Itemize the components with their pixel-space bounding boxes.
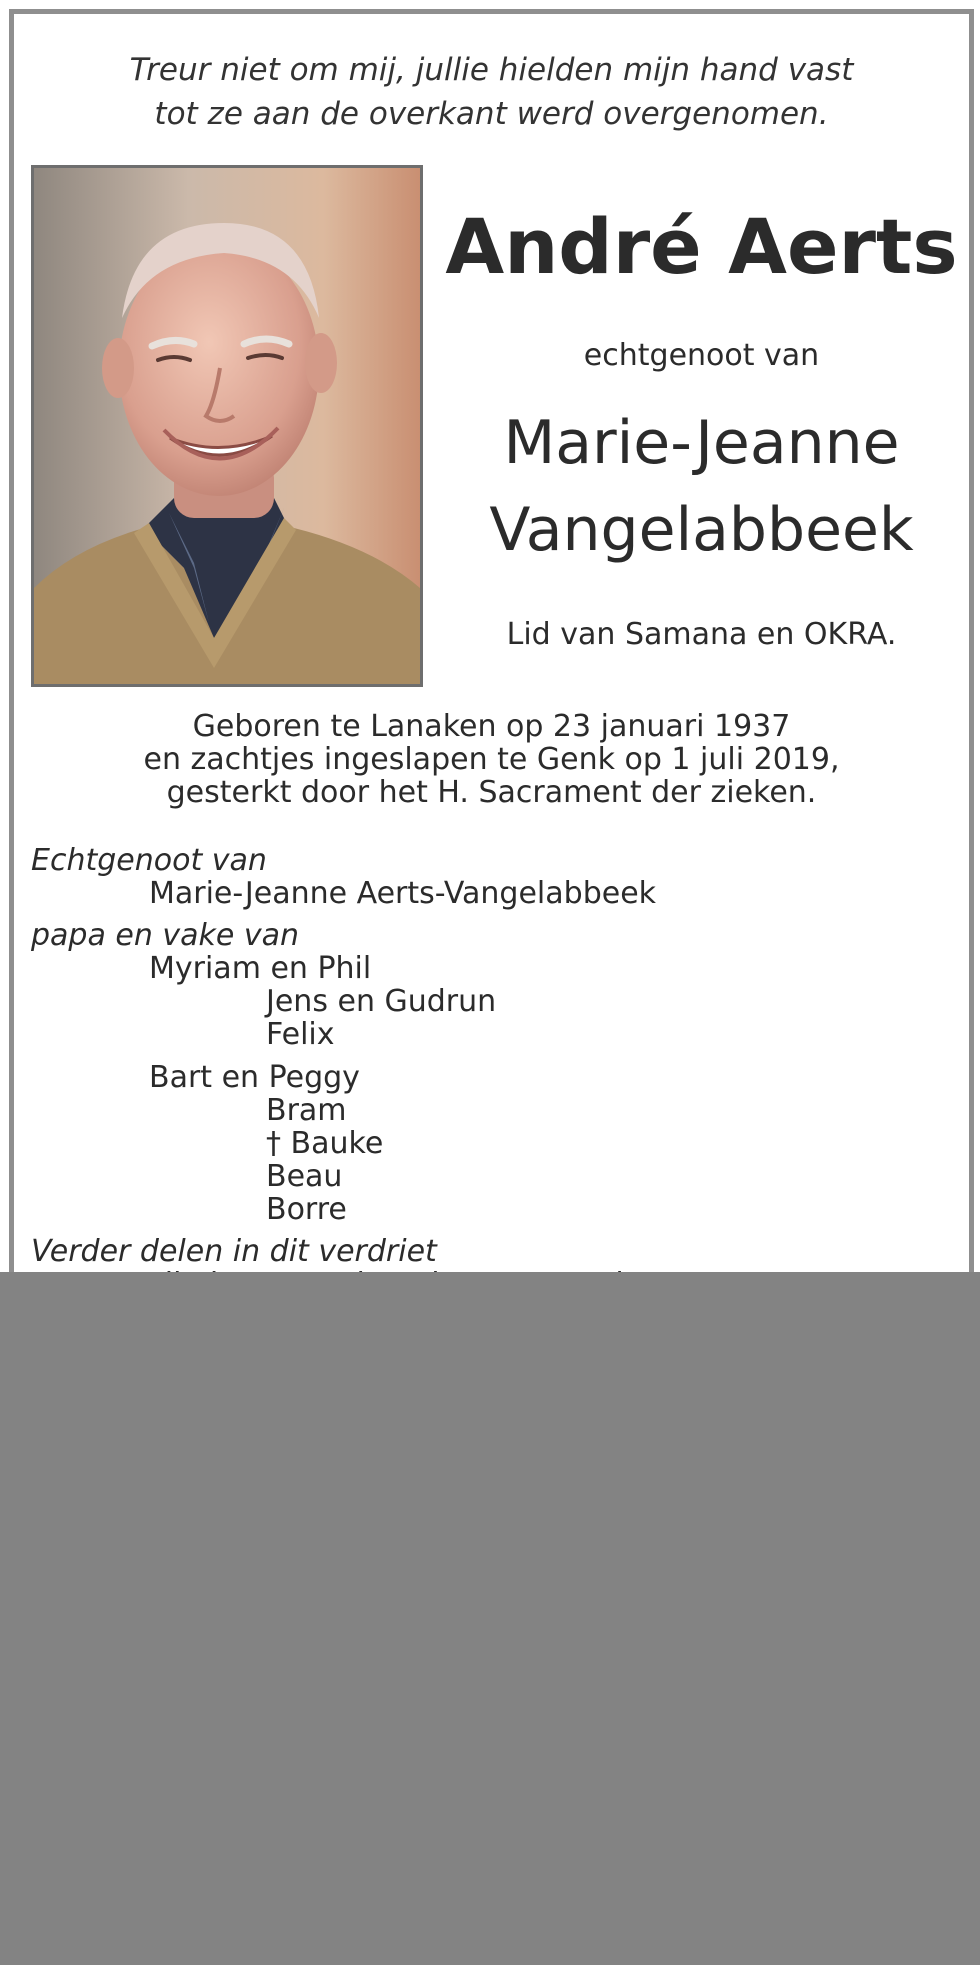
grandchild-entry: Borre: [266, 1192, 347, 1227]
birth-death-text: [14, 710, 969, 809]
memorial-quote: [14, 48, 969, 136]
grandchild-entry: Beau: [266, 1159, 343, 1194]
gray-overlay: [0, 1272, 980, 1965]
spouse-full-name: Marie-Jeanne Aerts-Vangelabbeek: [149, 876, 657, 911]
birth-line-1: Geboren te Lanaken op 23 januari 1937: [192, 709, 791, 744]
quote-line-1: Treur niet om mij, jullie hielden mijn hand vast: [129, 52, 854, 88]
spouse-name: [439, 400, 964, 574]
membership-text: Lid van Samana en OKRA.: [506, 617, 897, 652]
spouse-name-line-1: Marie-Jeanne: [503, 408, 900, 478]
obituary-card: [9, 9, 974, 1299]
grandchild-entry: † Bauke: [266, 1126, 384, 1161]
spouse-name-line-2: Vangelabbeek: [489, 495, 914, 565]
spouse-label: echtgenoot van: [583, 338, 820, 373]
deceased-name: André Aerts: [445, 202, 958, 291]
grandchild-entry: Felix: [266, 1017, 335, 1052]
grandchild-entry: Bram: [266, 1093, 347, 1128]
children-heading: papa en vake van: [31, 918, 300, 953]
birth-line-3: gesterkt door het H. Sacrament der zieken.: [166, 775, 817, 810]
child-entry: Bart en Peggy: [149, 1060, 360, 1095]
child-entry: Myriam en Phil: [149, 951, 372, 986]
portrait-photo: [31, 165, 423, 687]
others-heading: Verder delen in dit verdriet: [31, 1234, 437, 1269]
quote-line-2: tot ze aan de overkant werd overgenomen.: [154, 96, 829, 132]
birth-line-2: en zachtjes ingeslapen te Genk op 1 juli 2019,: [143, 742, 840, 777]
grandchild-entry: Jens en Gudrun: [266, 984, 497, 1019]
spouse-heading: Echtgenoot van: [31, 843, 267, 878]
